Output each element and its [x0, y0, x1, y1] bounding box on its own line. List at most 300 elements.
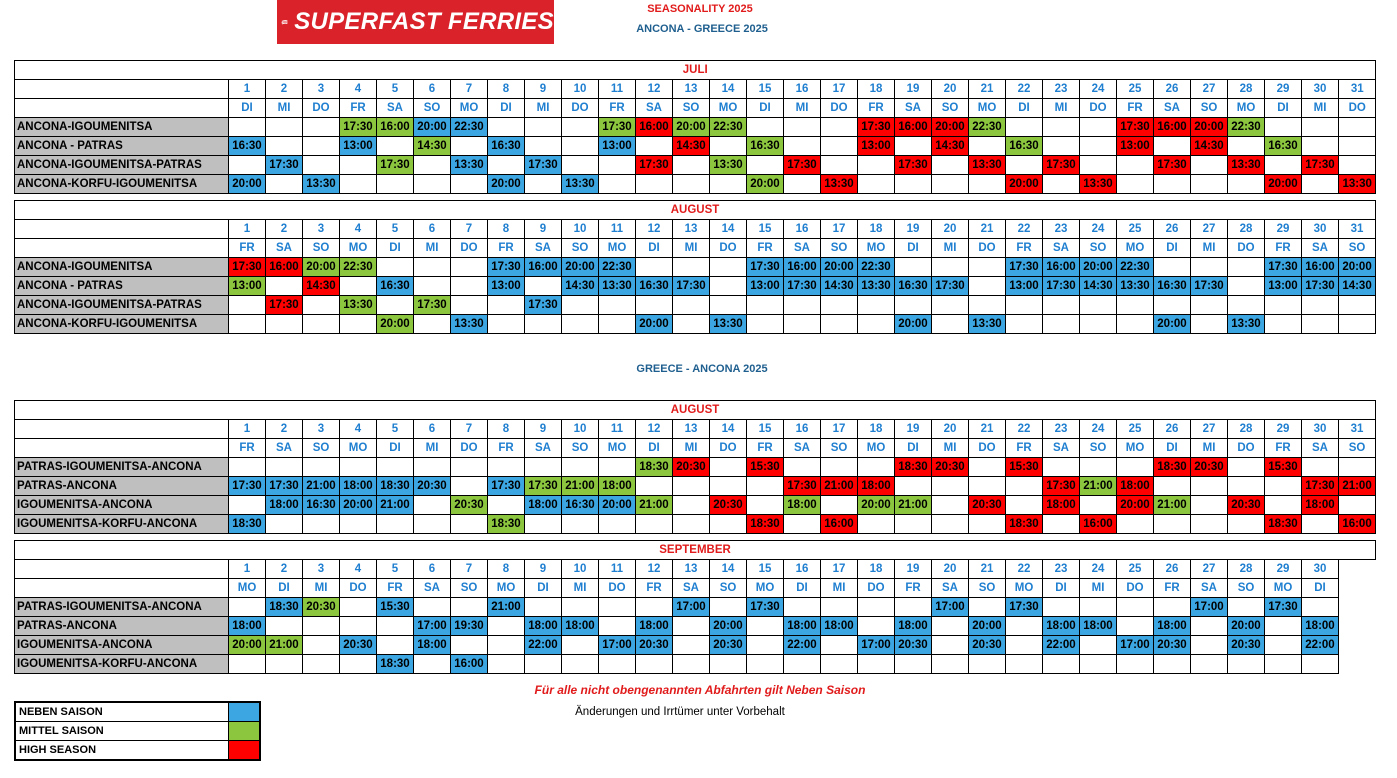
departure-time: 20:30 [969, 496, 1006, 515]
departure-time: 13:30 [562, 175, 599, 194]
weekday-label: FR [599, 99, 636, 118]
day-number: 9 [525, 80, 562, 99]
empty-cell [229, 458, 266, 477]
empty-cell [229, 315, 266, 334]
day-number: 3 [303, 220, 340, 239]
departure-time: 13:30 [858, 277, 895, 296]
day-number: 12 [636, 420, 673, 439]
weekday-label: MO [858, 239, 895, 258]
departure-time: 17:30 [266, 477, 303, 496]
schedule-table-august [14, 200, 1376, 334]
empty-cell [636, 296, 673, 315]
season-legend [14, 701, 261, 761]
empty-cell [1080, 296, 1117, 315]
superfast-ferries-logo [277, 0, 554, 44]
empty-cell [1339, 156, 1376, 175]
empty-cell [821, 496, 858, 515]
empty-cell [1228, 137, 1265, 156]
empty-cell [710, 477, 747, 496]
day-number: 24 [1080, 560, 1117, 579]
weekday-label: DO [1339, 99, 1376, 118]
weekday-label: DI [1302, 579, 1339, 598]
empty-cell [599, 617, 636, 636]
empty-cell [969, 598, 1006, 617]
departure-time: 17:30 [636, 156, 673, 175]
departure-time: 20:00 [303, 258, 340, 277]
empty-cell [303, 296, 340, 315]
departure-time: 13:30 [1228, 315, 1265, 334]
departure-time: 21:00 [377, 496, 414, 515]
weekday-label: MO [1265, 579, 1302, 598]
departure-time: 21:00 [488, 598, 525, 617]
empty-cell [1117, 315, 1154, 334]
weekday-label: SO [562, 439, 599, 458]
departure-time: 13:30 [1117, 277, 1154, 296]
empty-cell [1339, 598, 1376, 617]
weekday-label: MO [340, 439, 377, 458]
departure-time: 18:00 [1154, 617, 1191, 636]
empty-cell [1154, 598, 1191, 617]
day-number: 24 [1080, 420, 1117, 439]
weekday-label: MO [1117, 439, 1154, 458]
day-number: 2 [266, 560, 303, 579]
departure-time: 20:00 [673, 118, 710, 137]
departure-time: 20:00 [599, 496, 636, 515]
route-name: ANCONA - PATRAS [15, 277, 229, 296]
empty-cell [710, 175, 747, 194]
empty-cell [525, 118, 562, 137]
departure-time: 18:30 [229, 515, 266, 534]
month-header: AUGUST [15, 201, 1376, 220]
departure-time: 17:00 [858, 636, 895, 655]
empty-cell [895, 598, 932, 617]
day-number: 15 [747, 560, 784, 579]
empty-cell [414, 515, 451, 534]
departure-time: 21:00 [636, 496, 673, 515]
route-row [15, 636, 1376, 655]
departure-time: 22:30 [599, 258, 636, 277]
empty-cell [1154, 296, 1191, 315]
empty-cell [1191, 617, 1228, 636]
day-number: 20 [932, 560, 969, 579]
empty-cell [673, 515, 710, 534]
weekday-label: SA [1302, 239, 1339, 258]
weekday-label: DO [451, 239, 488, 258]
departure-time: 13:30 [1339, 175, 1376, 194]
departure-time: 18:00 [821, 617, 858, 636]
empty-cell [858, 296, 895, 315]
empty-cell [1117, 175, 1154, 194]
day-number: 28 [1228, 560, 1265, 579]
weekday-label: MO [747, 579, 784, 598]
empty-cell [525, 277, 562, 296]
departure-time: 16:30 [747, 137, 784, 156]
month-header: AUGUST [15, 401, 1376, 420]
route-row [15, 296, 1376, 315]
route-row [15, 617, 1376, 636]
empty-cell [303, 636, 340, 655]
empty-cell [1339, 137, 1376, 156]
empty-cell [1191, 315, 1228, 334]
departure-time: 17:30 [932, 277, 969, 296]
empty-cell [414, 598, 451, 617]
departure-time: 18:00 [562, 617, 599, 636]
weekday-label: MO [340, 239, 377, 258]
weekday-label: MO [858, 439, 895, 458]
weekday-label: MO [1117, 239, 1154, 258]
weekday-label: SA [895, 99, 932, 118]
weekday-label: MI [932, 239, 969, 258]
empty-cell [303, 156, 340, 175]
weekday-label: DI [895, 239, 932, 258]
empty-cell [266, 515, 303, 534]
departure-time: 14:30 [414, 137, 451, 156]
route-name: PATRAS-ANCONA [15, 617, 229, 636]
day-number: 7 [451, 420, 488, 439]
direction-title-outbound: ANCONA - GREECE 2025 [636, 23, 768, 35]
departure-time: 20:00 [1191, 118, 1228, 137]
departure-time: 19:30 [451, 617, 488, 636]
empty-cell [1080, 315, 1117, 334]
empty-cell [1043, 137, 1080, 156]
empty-cell [747, 617, 784, 636]
day-number: 11 [599, 80, 636, 99]
empty-cell [562, 137, 599, 156]
departure-time: 17:00 [414, 617, 451, 636]
day-number: 16 [784, 420, 821, 439]
weekday-label: SA [1043, 239, 1080, 258]
empty-cell [377, 515, 414, 534]
empty-cell [229, 496, 266, 515]
empty-cell [377, 458, 414, 477]
weekday-label: FR [1117, 99, 1154, 118]
empty-cell [969, 296, 1006, 315]
departure-time: 20:30 [414, 477, 451, 496]
empty-cell [451, 258, 488, 277]
empty-cell [1302, 458, 1339, 477]
empty-cell [451, 636, 488, 655]
departure-time: 20:30 [1228, 496, 1265, 515]
empty-cell [673, 477, 710, 496]
departure-time: 13:30 [340, 296, 377, 315]
weekday-label: MO [599, 439, 636, 458]
departure-time: 22:30 [710, 118, 747, 137]
departure-time: 17:30 [525, 296, 562, 315]
departure-time: 20:30 [932, 458, 969, 477]
weekday-label: MI [525, 99, 562, 118]
departure-time: 20:00 [1228, 617, 1265, 636]
empty-cell [525, 137, 562, 156]
departure-time: 21:00 [1339, 477, 1376, 496]
empty-cell [1339, 636, 1376, 655]
empty-cell [636, 515, 673, 534]
empty-cell [784, 137, 821, 156]
legend-row [15, 722, 260, 741]
empty-cell [969, 258, 1006, 277]
departure-time: 16:30 [562, 496, 599, 515]
departure-time: 16:00 [1339, 515, 1376, 534]
weekday-label: SO [451, 579, 488, 598]
departure-time: 17:30 [414, 296, 451, 315]
empty-cell [1043, 118, 1080, 137]
empty-cell [858, 515, 895, 534]
weekday-label: SO [414, 99, 451, 118]
corner-cell [15, 80, 229, 99]
empty-cell [1154, 137, 1191, 156]
empty-cell [562, 458, 599, 477]
route-name: PATRAS-IGOUMENITSA-ANCONA [15, 458, 229, 477]
empty-cell [821, 598, 858, 617]
day-number: 5 [377, 220, 414, 239]
weekday-label: MO [1228, 99, 1265, 118]
empty-cell [414, 175, 451, 194]
departure-time: 14:30 [673, 137, 710, 156]
empty-cell [673, 296, 710, 315]
empty-cell [1117, 156, 1154, 175]
empty-cell [1191, 156, 1228, 175]
empty-cell [710, 655, 747, 674]
ferry-logo-icon [281, 5, 288, 39]
route-row [15, 515, 1376, 534]
weekday-label: SO [821, 439, 858, 458]
weekday-label: MI [266, 99, 303, 118]
weekday-label: MI [932, 439, 969, 458]
departure-time: 17:30 [784, 277, 821, 296]
departure-time: 20:00 [821, 258, 858, 277]
empty-cell [1006, 156, 1043, 175]
empty-cell [1117, 458, 1154, 477]
day-number: 13 [673, 80, 710, 99]
departure-time: 17:30 [858, 118, 895, 137]
departure-time: 18:00 [229, 617, 266, 636]
route-name: PATRAS-IGOUMENITSA-ANCONA [15, 598, 229, 617]
empty-cell [1117, 515, 1154, 534]
weekday-label: FR [1265, 439, 1302, 458]
day-number: 6 [414, 560, 451, 579]
departure-time: 17:30 [340, 118, 377, 137]
day-number: 28 [1228, 420, 1265, 439]
weekday-label: MI [1302, 99, 1339, 118]
route-name: ANCONA-IGOUMENITSA-PATRAS [15, 156, 229, 175]
weekday-label: DO [303, 99, 340, 118]
departure-time: 20:30 [710, 636, 747, 655]
empty-cell [636, 655, 673, 674]
empty-cell [377, 137, 414, 156]
empty-cell [414, 277, 451, 296]
departure-time: 13:00 [1117, 137, 1154, 156]
departure-time: 18:00 [525, 617, 562, 636]
weekday-label: DI [1154, 239, 1191, 258]
empty-cell [932, 636, 969, 655]
empty-cell [821, 655, 858, 674]
empty-cell [821, 636, 858, 655]
month-header: JULI [15, 61, 1376, 80]
empty-cell [303, 137, 340, 156]
weekday-label: MO [1006, 579, 1043, 598]
departure-time: 17:30 [1265, 598, 1302, 617]
departure-time: 20:30 [1191, 458, 1228, 477]
day-number: 17 [821, 560, 858, 579]
departure-time: 20:00 [1117, 496, 1154, 515]
empty-cell [1006, 118, 1043, 137]
empty-cell [451, 477, 488, 496]
empty-cell [1043, 296, 1080, 315]
empty-cell [525, 315, 562, 334]
day-number: 15 [747, 220, 784, 239]
empty-cell [229, 655, 266, 674]
route-row [15, 156, 1376, 175]
weekday-label: SO [932, 99, 969, 118]
empty-cell [414, 156, 451, 175]
empty-cell [895, 655, 932, 674]
empty-cell [747, 496, 784, 515]
day-number: 1 [229, 80, 266, 99]
weekday-label: SO [1339, 239, 1376, 258]
day-number: 18 [858, 560, 895, 579]
empty-cell [599, 655, 636, 674]
departure-time: 16:30 [229, 137, 266, 156]
departure-time: 20:30 [673, 458, 710, 477]
departure-time: 20:00 [747, 175, 784, 194]
seasonality-title: SEASONALITY 2025 [647, 3, 753, 15]
weekday-label: MI [673, 239, 710, 258]
route-name: IGOUMENITSA-KORFU-ANCONA [15, 515, 229, 534]
empty-cell [1191, 655, 1228, 674]
day-number: 26 [1154, 420, 1191, 439]
departure-time: 17:00 [673, 598, 710, 617]
departure-time: 17:30 [1006, 258, 1043, 277]
legend-label: HIGH SEASON [15, 741, 229, 761]
day-number: 14 [710, 420, 747, 439]
departure-time: 16:00 [1302, 258, 1339, 277]
weekday-label: SA [414, 579, 451, 598]
empty-cell [488, 636, 525, 655]
departure-time: 13:30 [1228, 156, 1265, 175]
empty-cell [932, 477, 969, 496]
weekday-label: MI [414, 239, 451, 258]
empty-cell [1006, 617, 1043, 636]
departure-time: 18:30 [377, 477, 414, 496]
departure-time: 18:00 [895, 617, 932, 636]
empty-cell [1265, 156, 1302, 175]
departure-time: 14:30 [303, 277, 340, 296]
departure-time: 20:00 [414, 118, 451, 137]
empty-cell [1080, 137, 1117, 156]
empty-cell [451, 515, 488, 534]
weekday-label: SA [1154, 99, 1191, 118]
empty-cell [488, 156, 525, 175]
day-number: 26 [1154, 80, 1191, 99]
departure-time: 17:30 [784, 477, 821, 496]
day-number: 22 [1006, 560, 1043, 579]
day-number: 12 [636, 220, 673, 239]
day-number: 2 [266, 80, 303, 99]
weekday-label: SO [673, 99, 710, 118]
empty-cell [229, 296, 266, 315]
weekday-label: DO [710, 439, 747, 458]
departure-time: 17:30 [1302, 477, 1339, 496]
empty-cell [377, 296, 414, 315]
empty-cell [266, 137, 303, 156]
empty-cell [1339, 496, 1376, 515]
departure-time: 13:30 [821, 175, 858, 194]
day-number: 29 [1265, 220, 1302, 239]
empty-cell [969, 277, 1006, 296]
departure-time: 18:00 [266, 496, 303, 515]
empty-cell [747, 296, 784, 315]
empty-cell [673, 258, 710, 277]
empty-cell [1080, 598, 1117, 617]
weekday-label: DO [821, 99, 858, 118]
weekday-label: SO [1191, 99, 1228, 118]
weekday-label: SA [525, 439, 562, 458]
day-number: 21 [969, 420, 1006, 439]
empty-cell [784, 515, 821, 534]
departure-time: 16:00 [1080, 515, 1117, 534]
empty-cell [488, 458, 525, 477]
departure-time: 20:30 [303, 598, 340, 617]
empty-cell [1191, 175, 1228, 194]
weekday-label: FR [747, 439, 784, 458]
departure-time: 21:00 [562, 477, 599, 496]
empty-cell [525, 598, 562, 617]
empty-cell [1006, 315, 1043, 334]
day-number: 12 [636, 560, 673, 579]
weekday-label: FR [340, 99, 377, 118]
departure-time: 18:00 [525, 496, 562, 515]
empty-cell [229, 598, 266, 617]
day-number: 8 [488, 80, 525, 99]
weekday-label: MI [1191, 439, 1228, 458]
departure-time: 15:30 [1265, 458, 1302, 477]
empty-cell [599, 156, 636, 175]
day-number: 12 [636, 80, 673, 99]
weekday-label: DI [229, 99, 266, 118]
empty-cell [895, 477, 932, 496]
weekday-label: MO [969, 99, 1006, 118]
day-number: 14 [710, 560, 747, 579]
empty-cell [599, 598, 636, 617]
day-number: 21 [969, 560, 1006, 579]
empty-cell [1080, 496, 1117, 515]
weekday-label: SO [1228, 579, 1265, 598]
day-number: 27 [1191, 220, 1228, 239]
departure-time: 22:00 [784, 636, 821, 655]
empty-cell [1006, 296, 1043, 315]
empty-cell [1228, 598, 1265, 617]
empty-cell [858, 598, 895, 617]
empty-cell [821, 315, 858, 334]
empty-cell [377, 258, 414, 277]
weekday-label: SA [377, 99, 414, 118]
route-name: ANCONA-IGOUMENITSA-PATRAS [15, 296, 229, 315]
day-number: 6 [414, 420, 451, 439]
empty-cell [1043, 315, 1080, 334]
empty-cell [747, 636, 784, 655]
day-number: 3 [303, 560, 340, 579]
empty-cell [1080, 156, 1117, 175]
weekday-label: FR [1265, 239, 1302, 258]
weekday-label: SO [1339, 439, 1376, 458]
day-number: 16 [784, 80, 821, 99]
weekday-label: DO [562, 99, 599, 118]
day-number: 3 [303, 80, 340, 99]
route-name: IGOUMENITSA-KORFU-ANCONA [15, 655, 229, 674]
empty-cell [1265, 636, 1302, 655]
empty-cell [1339, 458, 1376, 477]
empty-cell [414, 458, 451, 477]
day-number: 24 [1080, 80, 1117, 99]
